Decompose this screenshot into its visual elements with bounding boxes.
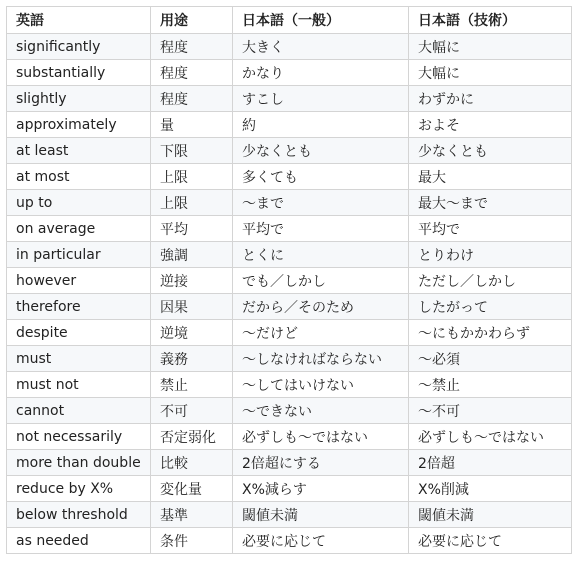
cell-english: slightly xyxy=(7,86,151,112)
cell-usage: 義務 xyxy=(151,346,233,372)
table-row xyxy=(7,216,572,242)
cell-usage: 強調 xyxy=(151,242,233,268)
cell-japanese-general: 多くても xyxy=(233,164,409,190)
cell-japanese-general: とくに xyxy=(233,242,409,268)
table-row xyxy=(7,190,572,216)
table-header xyxy=(7,7,572,34)
cell-usage: 条件 xyxy=(151,528,233,554)
header-japanese-general: 日本語（一般） xyxy=(233,7,409,34)
table-row xyxy=(7,112,572,138)
cell-japanese-general: X%減らす xyxy=(233,476,409,502)
table-row xyxy=(7,294,572,320)
cell-english: must not xyxy=(7,372,151,398)
cell-japanese-technical: 少なくとも xyxy=(409,138,572,164)
table-row xyxy=(7,398,572,424)
cell-japanese-general: 大きく xyxy=(233,34,409,60)
header-english: 英語 xyxy=(7,7,151,34)
cell-usage: 因果 xyxy=(151,294,233,320)
cell-english: on average xyxy=(7,216,151,242)
cell-english: as needed xyxy=(7,528,151,554)
table-row xyxy=(7,424,572,450)
vocabulary-table-container xyxy=(6,6,571,554)
cell-english: cannot xyxy=(7,398,151,424)
table-row xyxy=(7,372,572,398)
table-row xyxy=(7,502,572,528)
table-row xyxy=(7,528,572,554)
cell-usage: 逆境 xyxy=(151,320,233,346)
cell-japanese-technical: 〜禁止 xyxy=(409,372,572,398)
cell-japanese-technical: 閾値未満 xyxy=(409,502,572,528)
table-body xyxy=(7,34,572,554)
cell-japanese-technical: 〜必須 xyxy=(409,346,572,372)
table-row xyxy=(7,164,572,190)
table-row xyxy=(7,34,572,60)
cell-english: significantly xyxy=(7,34,151,60)
cell-japanese-general: 平均で xyxy=(233,216,409,242)
cell-japanese-general: かなり xyxy=(233,60,409,86)
table-row xyxy=(7,138,572,164)
cell-japanese-general: 〜してはいけない xyxy=(233,372,409,398)
cell-english: approximately xyxy=(7,112,151,138)
cell-japanese-general: でも／しかし xyxy=(233,268,409,294)
cell-usage: 基準 xyxy=(151,502,233,528)
cell-japanese-technical: 平均で xyxy=(409,216,572,242)
cell-japanese-technical: 〜にもかかわらず xyxy=(409,320,572,346)
cell-japanese-technical: 大幅に xyxy=(409,34,572,60)
cell-japanese-general: 約 xyxy=(233,112,409,138)
cell-english: not necessarily xyxy=(7,424,151,450)
table-row xyxy=(7,268,572,294)
cell-japanese-general: 2倍超にする xyxy=(233,450,409,476)
cell-japanese-technical: およそ xyxy=(409,112,572,138)
cell-japanese-general: 〜できない xyxy=(233,398,409,424)
cell-japanese-general: 閾値未満 xyxy=(233,502,409,528)
cell-japanese-general: 〜しなければならない xyxy=(233,346,409,372)
cell-usage: 程度 xyxy=(151,34,233,60)
cell-usage: 程度 xyxy=(151,60,233,86)
cell-usage: 不可 xyxy=(151,398,233,424)
cell-japanese-technical: X%削減 xyxy=(409,476,572,502)
cell-japanese-technical: 2倍超 xyxy=(409,450,572,476)
cell-japanese-general: 〜だけど xyxy=(233,320,409,346)
cell-usage: 量 xyxy=(151,112,233,138)
table-row xyxy=(7,242,572,268)
header-japanese-technical: 日本語（技術） xyxy=(409,7,572,34)
cell-usage: 比較 xyxy=(151,450,233,476)
cell-english: below threshold xyxy=(7,502,151,528)
cell-japanese-technical: 必ずしも〜ではない xyxy=(409,424,572,450)
table-row xyxy=(7,476,572,502)
table-row xyxy=(7,60,572,86)
cell-japanese-technical: したがって xyxy=(409,294,572,320)
cell-english: at least xyxy=(7,138,151,164)
cell-usage: 上限 xyxy=(151,164,233,190)
cell-japanese-technical: 大幅に xyxy=(409,60,572,86)
cell-usage: 平均 xyxy=(151,216,233,242)
cell-english: substantially xyxy=(7,60,151,86)
cell-english: in particular xyxy=(7,242,151,268)
cell-usage: 上限 xyxy=(151,190,233,216)
cell-japanese-technical: ただし／しかし xyxy=(409,268,572,294)
cell-japanese-general: だから／そのため xyxy=(233,294,409,320)
cell-usage: 逆接 xyxy=(151,268,233,294)
cell-japanese-general: 必ずしも〜ではない xyxy=(233,424,409,450)
table-row xyxy=(7,346,572,372)
cell-english: at most xyxy=(7,164,151,190)
cell-english: up to xyxy=(7,190,151,216)
cell-japanese-technical: 〜不可 xyxy=(409,398,572,424)
cell-english: reduce by X% xyxy=(7,476,151,502)
vocabulary-table xyxy=(6,6,572,554)
cell-usage: 程度 xyxy=(151,86,233,112)
header-usage: 用途 xyxy=(151,7,233,34)
cell-japanese-general: すこし xyxy=(233,86,409,112)
cell-japanese-technical: 最大〜まで xyxy=(409,190,572,216)
cell-japanese-general: 〜まで xyxy=(233,190,409,216)
cell-usage: 禁止 xyxy=(151,372,233,398)
cell-english: therefore xyxy=(7,294,151,320)
cell-japanese-technical: 必要に応じて xyxy=(409,528,572,554)
table-row xyxy=(7,320,572,346)
cell-english: however xyxy=(7,268,151,294)
cell-english: despite xyxy=(7,320,151,346)
cell-usage: 変化量 xyxy=(151,476,233,502)
header-row xyxy=(7,7,572,34)
table-row xyxy=(7,86,572,112)
cell-english: more than double xyxy=(7,450,151,476)
cell-japanese-general: 少なくとも xyxy=(233,138,409,164)
cell-japanese-technical: わずかに xyxy=(409,86,572,112)
cell-usage: 下限 xyxy=(151,138,233,164)
cell-japanese-technical: 最大 xyxy=(409,164,572,190)
cell-japanese-technical: とりわけ xyxy=(409,242,572,268)
table-row xyxy=(7,450,572,476)
cell-usage: 否定弱化 xyxy=(151,424,233,450)
cell-japanese-general: 必要に応じて xyxy=(233,528,409,554)
cell-english: must xyxy=(7,346,151,372)
